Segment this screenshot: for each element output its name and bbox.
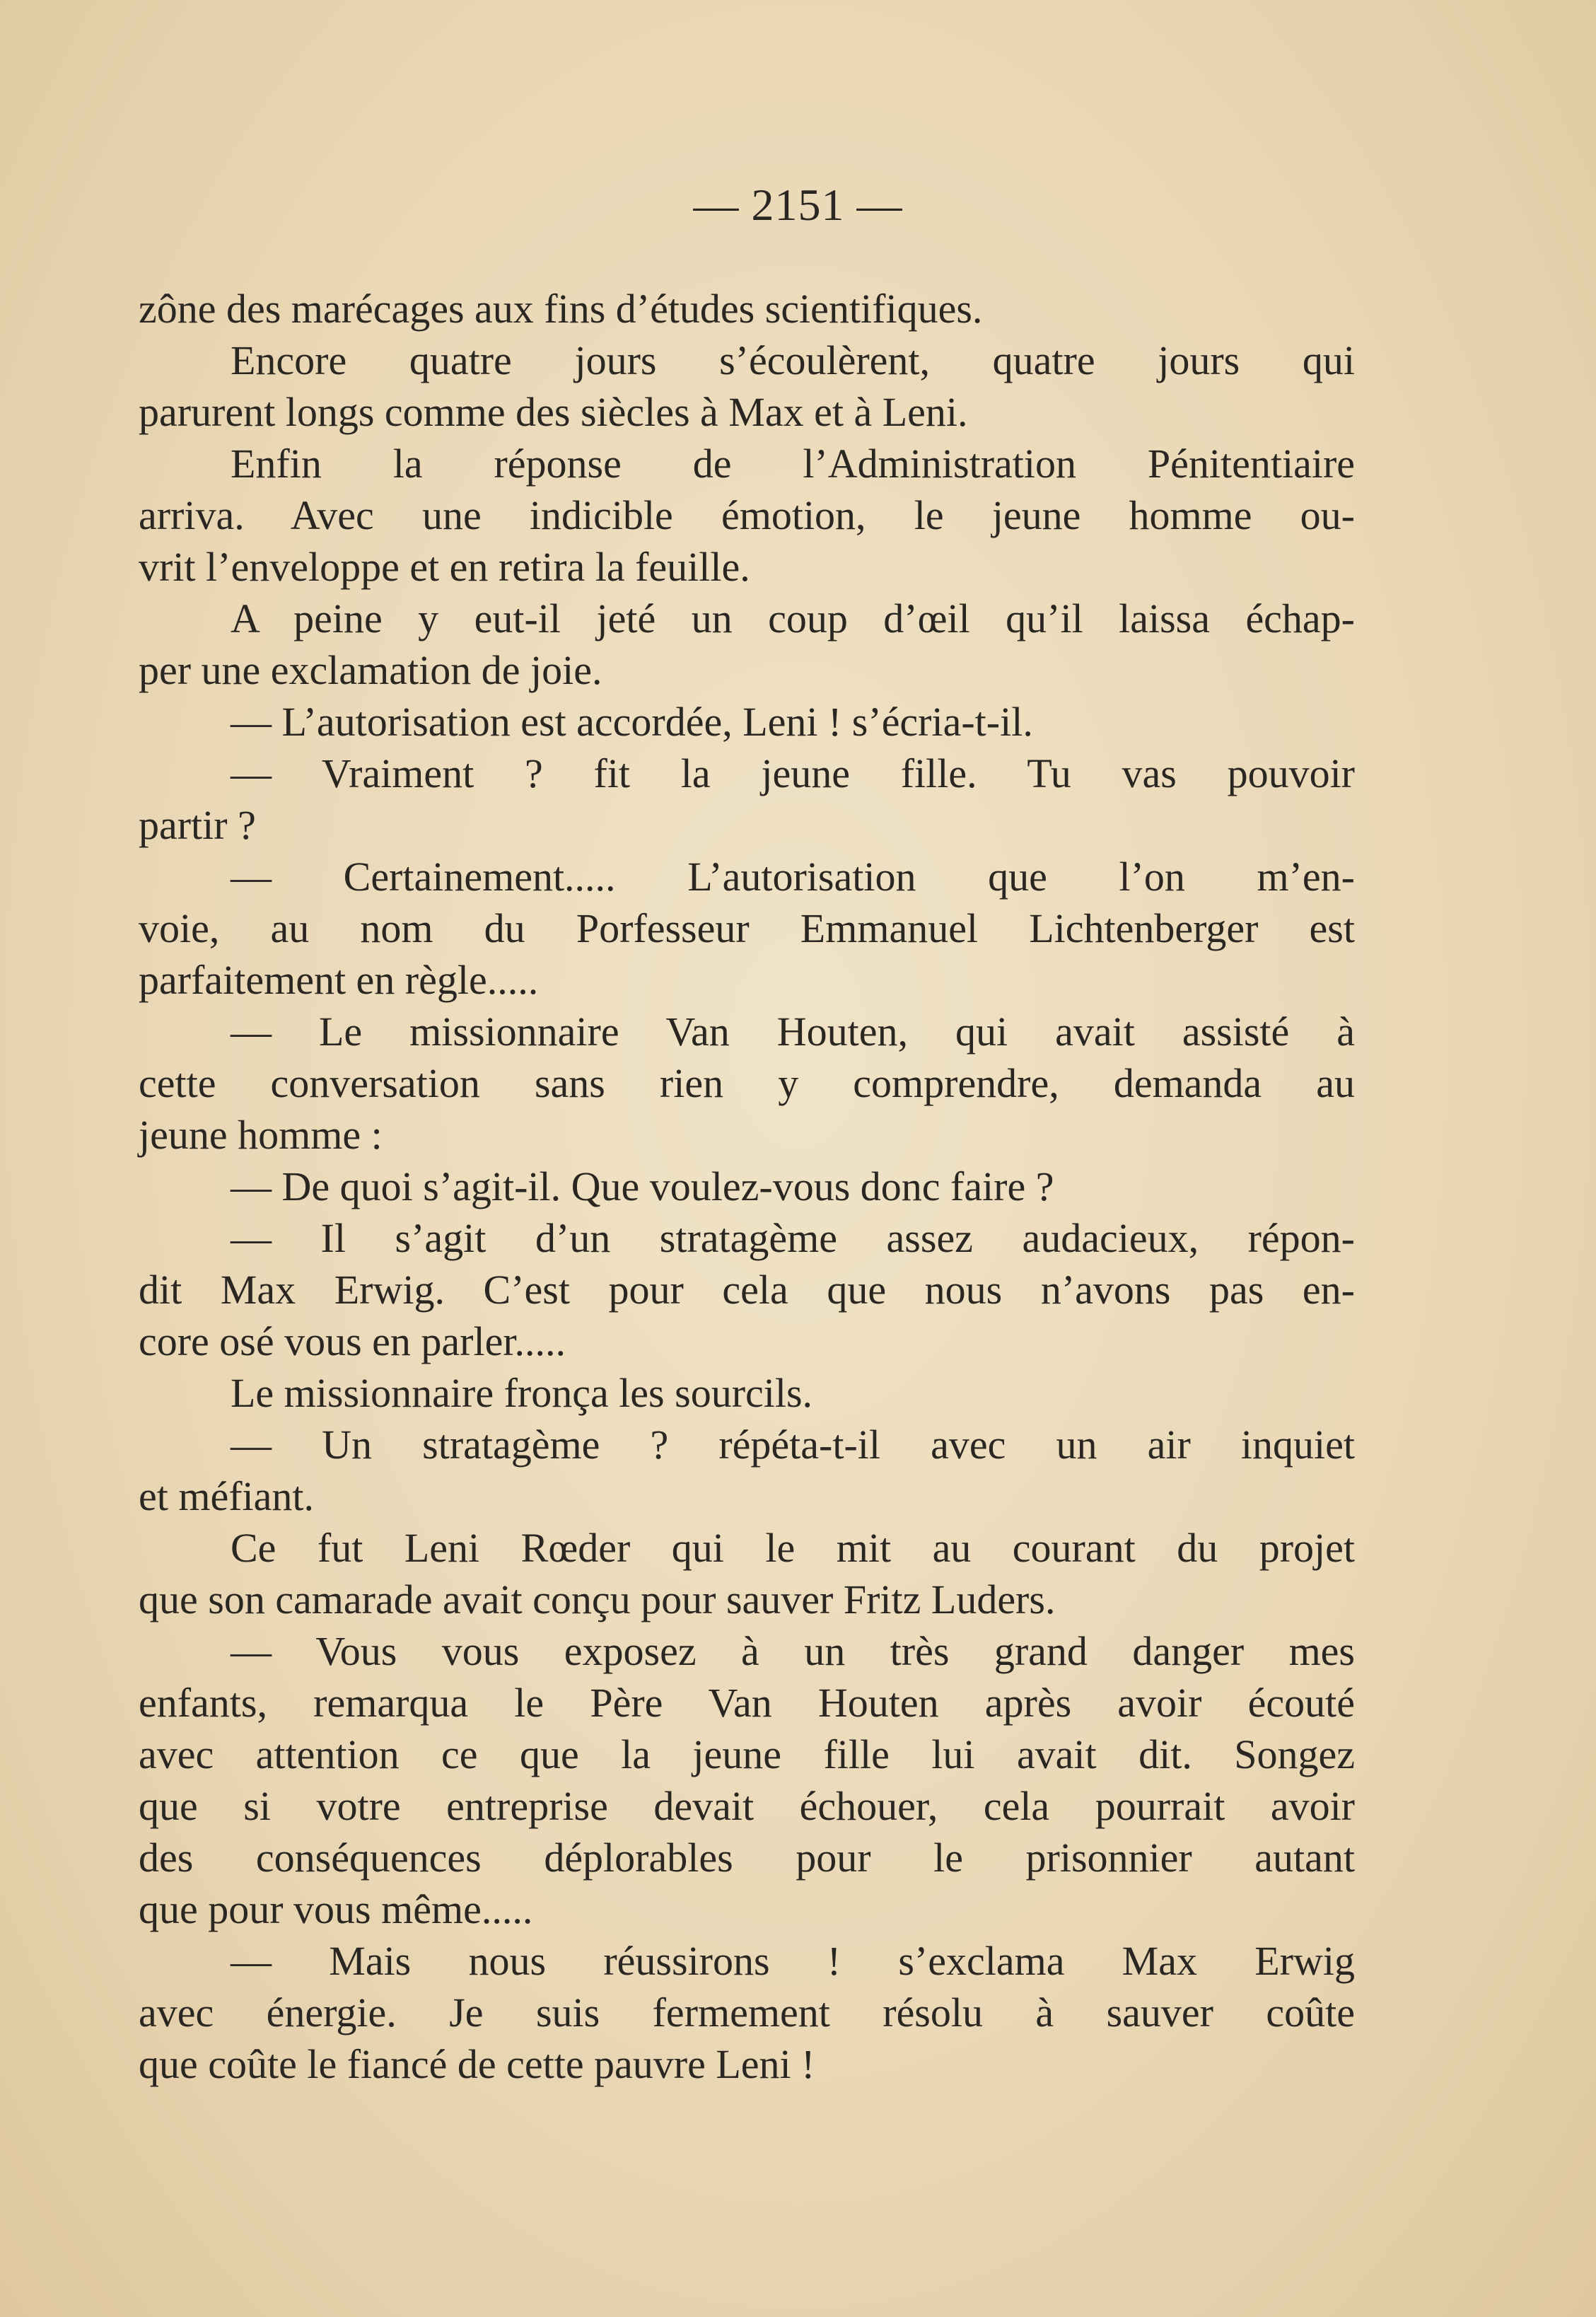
text-line: — Vous vous exposez à un très grand danger mes — [231, 1628, 1355, 1674]
text-line: que pour vous même..... — [139, 1886, 533, 1932]
text-line: et méfiant. — [139, 1473, 315, 1519]
text-line: — De quoi s’agit-il. Que voulez-vous donc faire ? — [231, 1163, 1054, 1209]
text-line: Ce fut Leni Rœder qui le mit au courant du projet — [231, 1525, 1355, 1571]
text-line: Encore quatre jours s’écoulèrent, quatre jours qui — [231, 337, 1355, 383]
text-line: arriva. Avec une indicible émotion, le jeune homme ou- — [139, 492, 1355, 538]
text-line: cette conversation sans rien y comprendre, demanda au — [139, 1060, 1355, 1106]
text-line: enfants, remarqua le Père Van Houten après avoir écouté — [139, 1680, 1355, 1726]
text-line: parurent longs comme des siècles à Max et à Leni. — [139, 389, 968, 435]
text-line: avec énergie. Je suis fermement résolu à sauver coûte — [139, 1990, 1355, 2036]
text-line: vrit l’enveloppe et en retira la feuille. — [139, 544, 750, 590]
text-line: — L’autorisation est accordée, Leni ! s’écria-t-il. — [231, 699, 1033, 745]
text-line: — Il s’agit d’un stratagème assez audacieux, répon- — [231, 1215, 1355, 1261]
text-line: que coûte le fiancé de cette pauvre Leni ! — [139, 2041, 815, 2087]
text-line: — Certainement..... L’autorisation que l’on m’en- — [231, 854, 1355, 900]
text-line: voie, au nom du Porfesseur Emmanuel Lichtenberger est — [139, 905, 1355, 951]
text-line: Enfin la réponse de l’Administration Pénitentiaire — [231, 441, 1355, 487]
text-line: Le missionnaire fronça les sourcils. — [231, 1370, 813, 1416]
text-line: que si votre entreprise devait échouer, cela pourrait avoir — [139, 1783, 1355, 1829]
text-line: avec attention ce que la jeune fille lui avait dit. Songez — [139, 1731, 1355, 1777]
text-line: parfaitement en règle..... — [139, 957, 539, 1003]
text-line: jeune homme : — [139, 1112, 383, 1158]
text-line: per une exclamation de joie. — [139, 647, 602, 693]
text-line: des conséquences déplorables pour le prisonnier autant — [139, 1835, 1355, 1881]
text-line: zône des marécages aux fins d’études scientifiques. — [139, 286, 983, 332]
page-number: — 2151 — — [693, 180, 903, 230]
text-line: partir ? — [139, 802, 256, 848]
body-text — [139, 283, 1355, 2090]
text-line: dit Max Erwig. C’est pour cela que nous n’avons pas en- — [139, 1267, 1355, 1313]
text-line: — Le missionnaire Van Houten, qui avait assisté à — [231, 1009, 1355, 1055]
text-line: — Vraiment ? fit la jeune fille. Tu vas pouvoir — [231, 750, 1355, 796]
text-line: A peine y eut-il jeté un coup d’œil qu’il laissa échap- — [231, 596, 1355, 641]
text-line: — Mais nous réussirons ! s’exclama Max Erwig — [231, 1938, 1355, 1984]
text-line: — Un stratagème ? répéta-t-il avec un air inquiet — [231, 1422, 1355, 1468]
text-line: core osé vous en parler..... — [139, 1318, 566, 1364]
text-line: que son camarade avait conçu pour sauver Fritz Luders. — [139, 1576, 1056, 1622]
